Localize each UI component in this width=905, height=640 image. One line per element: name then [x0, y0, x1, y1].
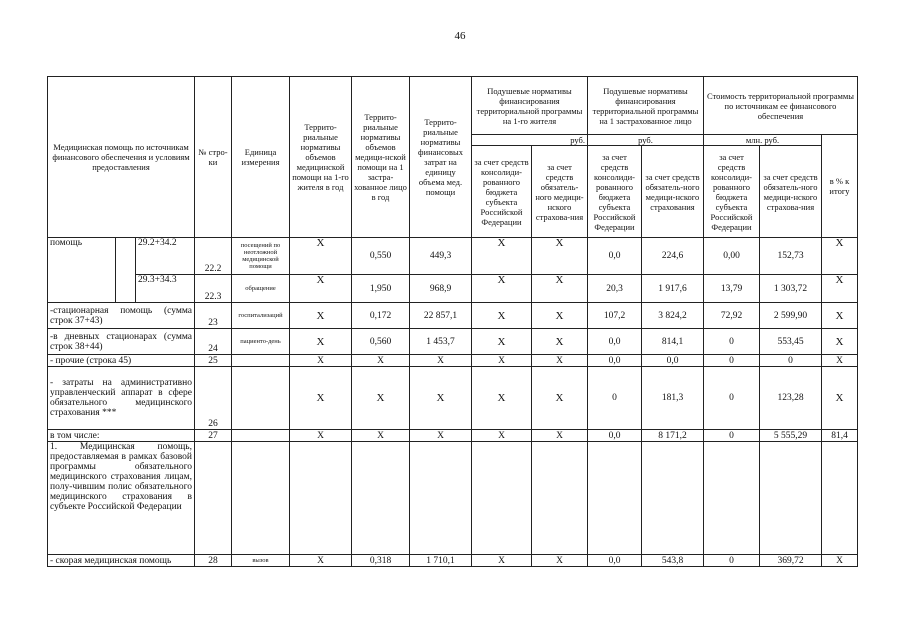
table-row	[48, 355, 858, 367]
cell: 0	[704, 329, 760, 355]
cell: X	[352, 430, 410, 442]
cell: 8 171,2	[642, 430, 704, 442]
table-row	[48, 367, 858, 430]
cell: 0,560	[352, 329, 410, 355]
cell: 0,00	[704, 238, 760, 275]
row-number: 28	[195, 555, 232, 567]
cell: X	[472, 303, 532, 329]
cell: 0,0	[588, 430, 642, 442]
header-volume-per-resident: Террито-риальные нормативы объемов медицинской помощи на 1-го жителя в год	[290, 77, 352, 238]
table-row	[48, 303, 858, 329]
cell: 0,0	[588, 238, 642, 275]
cell: 0	[704, 367, 760, 430]
cell: 20,3	[588, 275, 642, 303]
table-row	[48, 329, 858, 355]
header-unit-rub-2: руб.	[588, 135, 704, 146]
cell: 72,92	[704, 303, 760, 329]
row-formula: 29.2+34.2	[136, 238, 195, 275]
cell: 123,28	[760, 367, 822, 430]
row-number: 22.2	[195, 238, 232, 275]
header-per-resident-group: Подушевые нормативы финансирования территориальной программы на 1-го жителя	[472, 77, 588, 135]
cell: X	[822, 238, 858, 275]
header-oms-1: за счет средств обязатель-ного медици-нского страхова-ния	[532, 146, 588, 238]
cell: 1 917,6	[642, 275, 704, 303]
cell: X	[472, 238, 532, 275]
cell: 0,550	[352, 238, 410, 275]
cell: X	[352, 355, 410, 367]
cell: 0	[588, 367, 642, 430]
cell: X	[472, 355, 532, 367]
cell: X	[532, 238, 588, 275]
cell: X	[472, 430, 532, 442]
cell: X	[822, 303, 858, 329]
cell: X	[290, 275, 352, 303]
cell: 13,79	[704, 275, 760, 303]
row-number: 27	[195, 430, 232, 442]
row-name: - скорая медицинская помощь	[48, 555, 195, 567]
cell: 0	[704, 430, 760, 442]
cell: 3 824,2	[642, 303, 704, 329]
cell: X	[472, 367, 532, 430]
cell: 107,2	[588, 303, 642, 329]
cell: 1 710,1	[410, 555, 472, 567]
cell: X	[410, 430, 472, 442]
cell: X	[290, 355, 352, 367]
cell: 0,318	[352, 555, 410, 567]
cell: X	[472, 329, 532, 355]
cell: 1,950	[352, 275, 410, 303]
table-row	[48, 238, 858, 275]
row-number: 25	[195, 355, 232, 367]
cell: 152,73	[760, 238, 822, 275]
row-name: в том числе:	[48, 430, 195, 442]
cell: 0,0	[588, 355, 642, 367]
row-unit	[232, 367, 290, 430]
row-unit: госпитализаций	[232, 303, 290, 329]
table-row	[48, 442, 858, 555]
cell: X	[290, 367, 352, 430]
row-name: -стационарная помощь (сумма строк 37+43)	[48, 303, 195, 329]
table-row	[48, 430, 858, 442]
table-row	[48, 555, 858, 567]
cell: 814,1	[642, 329, 704, 355]
cell: 0	[704, 555, 760, 567]
section-heading: 1. Медицинская помощь, предоставляемая в рамках базовой программы обязательного медицинского страхования лицам, полу-чившим полис обязательного медицинского страхования в субъекте Российской Федерации	[48, 442, 195, 555]
cell: X	[822, 355, 858, 367]
cell: X	[532, 355, 588, 367]
row-formula: 29.3+34.3	[136, 275, 195, 303]
cell: 369,72	[760, 555, 822, 567]
cell: 2 599,90	[760, 303, 822, 329]
cell: X	[290, 329, 352, 355]
cell: 1 453,7	[410, 329, 472, 355]
header-cost-per-unit: Террито-риальные нормативы финансовых затрат на единицу объема мед. помощи	[410, 77, 472, 238]
cell: 0,0	[642, 355, 704, 367]
cell: X	[290, 555, 352, 567]
row-unit	[232, 355, 290, 367]
table-row	[48, 275, 858, 303]
cell: X	[352, 367, 410, 430]
header-volume-per-insured: Террито-риальные нормативы объемов медици-нской помощи на 1 застра-хованное лицо в год	[352, 77, 410, 238]
page-number: 46	[454, 30, 466, 42]
cell: 0	[704, 355, 760, 367]
cell: 22 857,1	[410, 303, 472, 329]
header-per-insured-group: Подушевые нормативы финансирования территориальной программы на 1 застрахованное лицо	[588, 77, 704, 135]
row-unit: вызов	[232, 555, 290, 567]
row-name: -в дневных стационарах (сумма строк 38+44)	[48, 329, 195, 355]
cell: X	[410, 355, 472, 367]
cell: 181,3	[642, 367, 704, 430]
cell: 0	[760, 355, 822, 367]
cell: X	[532, 303, 588, 329]
row-unit: посещений по неотложной медицинской помощи	[232, 238, 290, 275]
header-unit-mln-rub: млн. руб.	[704, 135, 822, 146]
cell: 543,8	[642, 555, 704, 567]
cell: X	[822, 329, 858, 355]
row-name: - затраты на административно управленческий аппарат в сфере обязательного медицинского страхования ***	[48, 367, 195, 430]
header-service: Медицинская помощь по источникам финансового обеспечения и условиям предоставления	[48, 77, 195, 238]
cell: X	[472, 275, 532, 303]
header-cost-group: Стоимость территориальной программы по источникам ее финансового обеспечения	[704, 77, 858, 135]
row-name: помощь	[48, 238, 116, 303]
row-unit: пациенто-день	[232, 329, 290, 355]
cell: X	[410, 367, 472, 430]
header-budget-2: за счет средств консолиди-рованного бюджета субъекта Российской Федерации	[588, 146, 642, 238]
header-percent: в % к итогу	[822, 135, 858, 238]
header-budget-3: за счет средств консолиди-рованного бюджета субъекта Российской Федерации	[704, 146, 760, 238]
cell: 5 555,29	[760, 430, 822, 442]
cell: X	[290, 430, 352, 442]
cell: 449,3	[410, 238, 472, 275]
cell: X	[472, 555, 532, 567]
cell: 81,4	[822, 430, 858, 442]
header-row-number: № стро-ки	[195, 77, 232, 238]
cell: X	[822, 275, 858, 303]
cell: X	[822, 367, 858, 430]
cell: X	[290, 238, 352, 275]
header-oms-3: за счет средств обязатель-ного медици-нского страхова-ния	[760, 146, 822, 238]
header-oms-2: за счет средств обязатель-ного медици-нского страхования	[642, 146, 704, 238]
cell: X	[532, 329, 588, 355]
cell: X	[532, 555, 588, 567]
row-number: 22.3	[195, 275, 232, 303]
header-unit: Единица измерения	[232, 77, 290, 238]
cell: 1 303,72	[760, 275, 822, 303]
cell: 224,6	[642, 238, 704, 275]
cell: X	[290, 303, 352, 329]
row-unit: обращение	[232, 275, 290, 303]
cell: 968,9	[410, 275, 472, 303]
row-name: - прочие (строка 45)	[48, 355, 195, 367]
cell: 553,45	[760, 329, 822, 355]
cell: X	[532, 275, 588, 303]
row-number: 24	[195, 329, 232, 355]
header-budget-1: за счет средств консолиди-рованного бюджета субъекта Российской Федерации	[472, 146, 532, 238]
cell: X	[532, 367, 588, 430]
row-number: 23	[195, 303, 232, 329]
cell: 0,0	[588, 329, 642, 355]
cell: X	[822, 555, 858, 567]
financing-table	[47, 76, 858, 567]
row-number: 26	[195, 367, 232, 430]
cell: X	[532, 430, 588, 442]
cell: 0,0	[588, 555, 642, 567]
cell: 0,172	[352, 303, 410, 329]
row-unit	[232, 430, 290, 442]
header-unit-rub-1: руб.	[472, 135, 588, 146]
